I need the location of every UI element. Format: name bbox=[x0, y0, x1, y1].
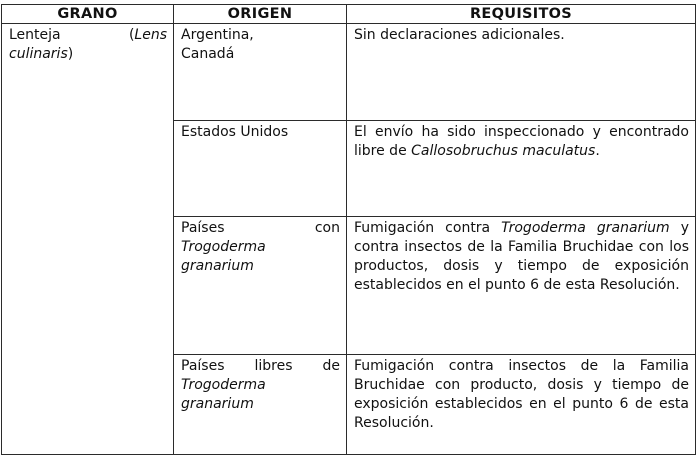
origin-cell bbox=[174, 24, 347, 121]
pest-scientific-name: Trogoderma granarium bbox=[501, 220, 670, 236]
grain-open-paren: ( bbox=[128, 27, 135, 43]
origin-text: Estados Unidos bbox=[181, 124, 289, 140]
origin-text: Argentina, Canadá bbox=[181, 27, 254, 62]
origin-text: Países libres de Trogoderma granarium bbox=[181, 358, 340, 412]
requirement-cell bbox=[347, 217, 696, 355]
pest-scientific-name: Trogoderma granarium bbox=[181, 239, 266, 274]
requirements-table bbox=[1, 4, 696, 455]
header-requisitos: REQUISITOS bbox=[347, 5, 696, 24]
grain-cell bbox=[2, 24, 174, 455]
requirement-cell bbox=[347, 121, 696, 217]
pest-scientific-name: Trogoderma granarium bbox=[181, 377, 266, 412]
grain-scientific-name-genus: Lens bbox=[134, 27, 167, 43]
origin-cell bbox=[174, 121, 347, 217]
pest-scientific-name: Callosobruchus maculatus bbox=[411, 143, 596, 159]
header-origen: ORIGEN bbox=[174, 5, 347, 24]
origin-cell bbox=[174, 355, 347, 455]
grain-common-name: Lenteja bbox=[9, 27, 61, 43]
grain-scientific-name-species: culinaris bbox=[9, 46, 68, 62]
header-row bbox=[2, 5, 696, 24]
header-grano: GRANO bbox=[2, 5, 174, 24]
origin-cell bbox=[174, 217, 347, 355]
requirement-text: Fumigación contra Trogoderma granarium y contra insectos de la Familia Bruchidae con los productos, dosis y tiempo de exposición establecidos en el punto 6 de esta Resolución. bbox=[354, 220, 689, 293]
grain-close-paren: ) bbox=[67, 46, 74, 62]
requirement-text: Sin declaraciones adicionales. bbox=[354, 27, 565, 43]
requirement-text: El envío ha sido inspeccionado y encontrado libre de Callosobruchus maculatus. bbox=[354, 124, 689, 159]
origin-text: Países con Trogoderma granarium bbox=[181, 220, 340, 274]
table-row bbox=[2, 24, 696, 121]
requirement-cell bbox=[347, 24, 696, 121]
requirement-cell bbox=[347, 355, 696, 455]
requirement-text: Fumigación contra insectos de la Familia Bruchidae con producto, dosis y tiempo de exposición establecidos en el punto 6 de esta Resolución. bbox=[354, 358, 689, 431]
